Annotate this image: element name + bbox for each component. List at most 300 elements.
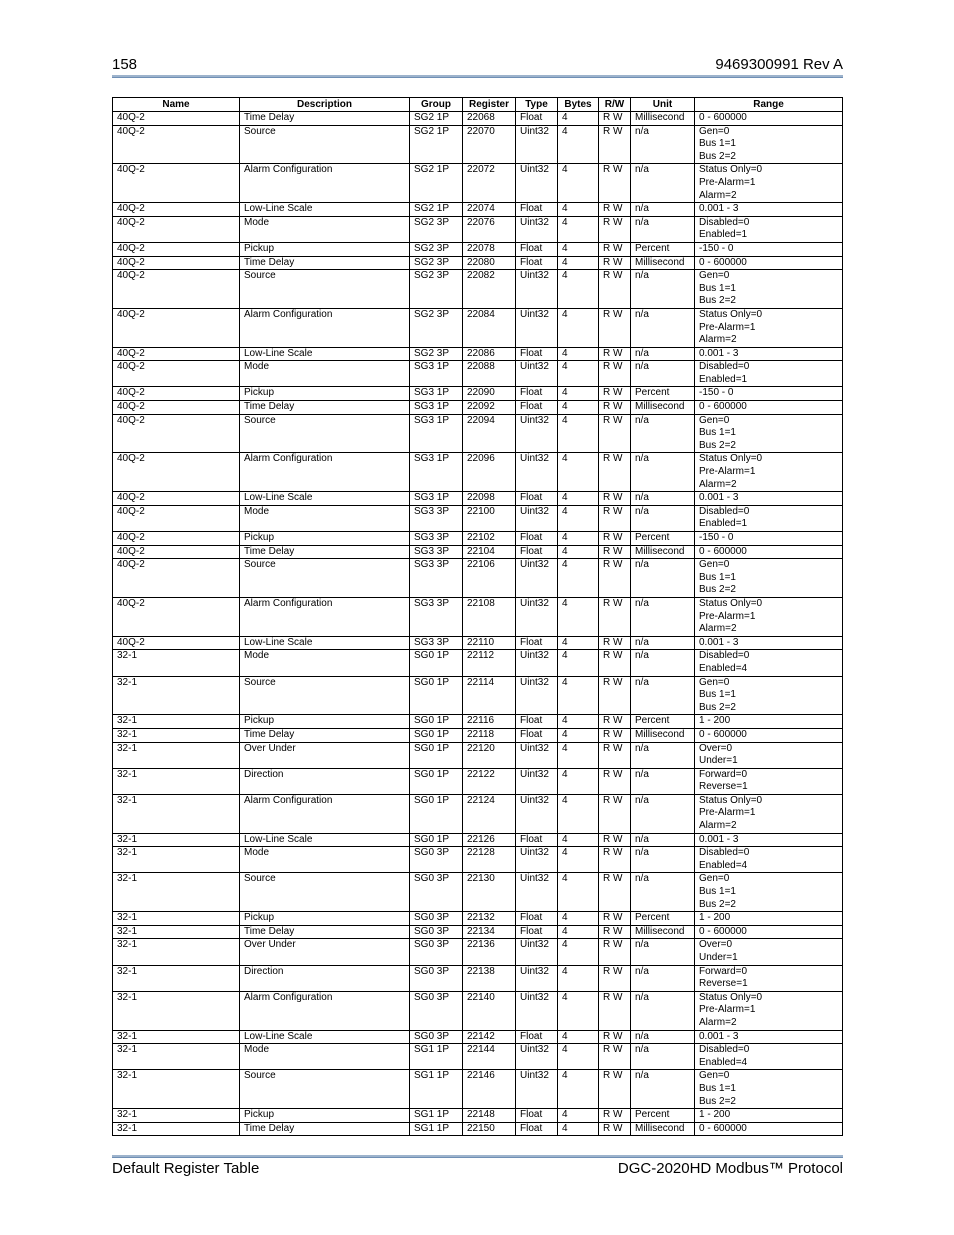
group-cell: SG3 1P [410,401,463,415]
rw-cell: R W [599,203,631,217]
rw-cell: R W [599,873,631,912]
name-cell: 32-1 [113,939,240,965]
range-line: Enabled=4 [699,662,748,674]
group-cell: SG1 1P [410,1122,463,1136]
range-line: 0 - 600000 [699,256,747,268]
range-line: Forward=0 [699,965,748,977]
register-cell: 22102 [463,532,516,546]
bytes-cell: 4 [558,414,599,453]
description-cell: Mode [240,216,410,242]
description-cell: Mode [240,847,410,873]
range-line: Disabled=0 [699,361,750,373]
table-row [113,939,843,965]
description-cell: Low-Line Scale [240,833,410,847]
description-cell: Pickup [240,532,410,546]
register-cell: 22086 [463,347,516,361]
group-cell: SG2 1P [410,125,463,164]
description-cell: Mode [240,505,410,531]
description-cell: Pickup [240,387,410,401]
rw-cell: R W [599,676,631,715]
name-cell: 40Q-2 [113,505,240,531]
description-cell: Time Delay [240,112,410,126]
description-cell: Pickup [240,1109,410,1123]
name-cell: 32-1 [113,873,240,912]
type-cell: Float [516,492,558,506]
group-cell: SG0 1P [410,676,463,715]
type-cell: Float [516,387,558,401]
group-cell: SG0 3P [410,925,463,939]
range-line: Over=0 [699,742,733,754]
name-cell: 32-1 [113,912,240,926]
table-row [113,308,843,347]
type-cell: Uint32 [516,270,558,309]
description-cell: Over Under [240,742,410,768]
description-cell: Mode [240,1044,410,1070]
table-row [113,125,843,164]
name-cell: 32-1 [113,794,240,833]
description-cell: Time Delay [240,401,410,415]
unit-cell: Percent [631,242,695,256]
type-cell: Uint32 [516,505,558,531]
description-cell: Source [240,559,410,598]
range-line: Bus 2=2 [699,295,736,307]
register-cell: 22148 [463,1109,516,1123]
range-line: Alarm=2 [699,820,737,832]
description-cell: Source [240,270,410,309]
register-table [112,97,843,1136]
bytes-cell: 4 [558,965,599,991]
register-cell: 22098 [463,492,516,506]
unit-cell: Percent [631,715,695,729]
range-cell [695,256,843,270]
group-cell: SG3 3P [410,505,463,531]
unit-cell: n/a [631,676,695,715]
name-cell: 40Q-2 [113,387,240,401]
range-cell [695,492,843,506]
group-cell: SG2 3P [410,256,463,270]
name-cell: 40Q-2 [113,492,240,506]
document-id: 9469300991 Rev A [715,56,843,73]
range-line: 0.001 - 3 [699,492,739,504]
rw-cell: R W [599,256,631,270]
type-cell: Float [516,545,558,559]
range-line: Disabled=0 [699,650,750,662]
unit-cell: n/a [631,308,695,347]
group-cell: SG2 3P [410,347,463,361]
register-cell: 22128 [463,847,516,873]
description-cell: Alarm Configuration [240,794,410,833]
range-line: Bus 1=1 [699,282,736,294]
range-line: 0.001 - 3 [699,636,739,648]
rw-cell: R W [599,965,631,991]
range-cell [695,203,843,217]
range-line: -150 - 0 [699,532,734,543]
rw-cell: R W [599,991,631,1030]
type-cell: Float [516,636,558,650]
rw-cell: R W [599,216,631,242]
table-row [113,676,843,715]
type-cell: Uint32 [516,216,558,242]
range-line: Bus 2=2 [699,150,736,162]
bytes-cell: 4 [558,164,599,203]
name-cell: 40Q-2 [113,216,240,242]
register-cell: 22096 [463,453,516,492]
name-cell: 32-1 [113,728,240,742]
range-line: Alarm=2 [699,1016,737,1028]
type-cell: Float [516,112,558,126]
rw-cell: R W [599,164,631,203]
group-cell: SG3 1P [410,361,463,387]
range-line: Enabled=1 [699,229,748,241]
rw-cell: R W [599,1109,631,1123]
name-cell: 40Q-2 [113,361,240,387]
range-cell [695,1044,843,1070]
range-line: Reverse=1 [699,978,748,990]
bytes-cell: 4 [558,715,599,729]
rw-cell: R W [599,532,631,546]
type-cell: Uint32 [516,991,558,1030]
range-line: Under=1 [699,755,738,767]
register-cell: 22116 [463,715,516,729]
table-row [113,833,843,847]
group-cell: SG0 3P [410,1030,463,1044]
name-cell: 40Q-2 [113,545,240,559]
name-cell: 40Q-2 [113,308,240,347]
group-cell: SG1 1P [410,1070,463,1109]
type-cell: Float [516,715,558,729]
name-cell: 40Q-2 [113,597,240,636]
rw-cell: R W [599,453,631,492]
name-cell: 40Q-2 [113,532,240,546]
type-cell: Float [516,256,558,270]
column-header: R/W [599,98,631,112]
range-cell [695,347,843,361]
table-row [113,559,843,598]
type-cell: Float [516,347,558,361]
unit-cell: n/a [631,414,695,453]
column-header: Unit [631,98,695,112]
description-cell: Mode [240,361,410,387]
rw-cell: R W [599,545,631,559]
type-cell: Uint32 [516,308,558,347]
unit-cell: n/a [631,1044,695,1070]
name-cell: 40Q-2 [113,414,240,453]
unit-cell: Millisecond [631,256,695,270]
range-line: Pre-Alarm=1 [699,1004,756,1016]
register-cell: 22072 [463,164,516,203]
description-cell: Pickup [240,715,410,729]
rw-cell: R W [599,650,631,676]
name-cell: 32-1 [113,1070,240,1109]
bytes-cell: 4 [558,1122,599,1136]
table-row [113,1109,843,1123]
name-cell: 32-1 [113,1044,240,1070]
range-line: Bus 1=1 [699,689,736,701]
group-cell: SG0 3P [410,912,463,926]
table-row [113,545,843,559]
group-cell: SG3 3P [410,636,463,650]
rw-cell: R W [599,742,631,768]
table-row [113,650,843,676]
range-line: Alarm=2 [699,623,737,635]
bytes-cell: 4 [558,991,599,1030]
bytes-cell: 4 [558,597,599,636]
bytes-cell: 4 [558,347,599,361]
range-line: Bus 1=1 [699,138,736,150]
name-cell: 32-1 [113,991,240,1030]
type-cell: Float [516,925,558,939]
range-cell [695,939,843,965]
range-line: 0 - 600000 [699,401,747,413]
range-line: Enabled=1 [699,518,748,530]
range-line: Bus 1=1 [699,571,736,583]
range-line: Disabled=0 [699,505,750,517]
table-row [113,1030,843,1044]
range-line: Alarm=2 [699,334,737,346]
table-row [113,361,843,387]
unit-cell: Millisecond [631,545,695,559]
name-cell: 32-1 [113,1109,240,1123]
description-cell: Pickup [240,242,410,256]
register-cell: 22122 [463,768,516,794]
bytes-cell: 4 [558,873,599,912]
column-header: Range [695,98,843,112]
range-cell [695,636,843,650]
table-row [113,270,843,309]
description-cell: Time Delay [240,545,410,559]
unit-cell: Millisecond [631,728,695,742]
range-line: Reverse=1 [699,781,748,793]
unit-cell: Percent [631,387,695,401]
unit-cell: Percent [631,912,695,926]
unit-cell: n/a [631,347,695,361]
register-cell: 22104 [463,545,516,559]
unit-cell: n/a [631,650,695,676]
unit-cell: Percent [631,532,695,546]
type-cell: Uint32 [516,873,558,912]
rw-cell: R W [599,847,631,873]
range-line: 0 - 600000 [699,545,747,557]
bytes-cell: 4 [558,492,599,506]
range-line: Under=1 [699,952,738,963]
register-cell: 22120 [463,742,516,768]
column-header: Register [463,98,516,112]
description-cell: Pickup [240,912,410,926]
bytes-cell: 4 [558,1030,599,1044]
name-cell: 40Q-2 [113,636,240,650]
table-header-row [113,98,843,112]
type-cell: Float [516,401,558,415]
group-cell: SG0 3P [410,873,463,912]
rw-cell: R W [599,559,631,598]
range-line: Pre-Alarm=1 [699,321,756,333]
rw-cell: R W [599,492,631,506]
range-line: Status Only=0 [699,164,763,176]
range-line: -150 - 0 [699,242,734,254]
range-line: Pre-Alarm=1 [699,466,756,478]
range-cell [695,1109,843,1123]
unit-cell: n/a [631,873,695,912]
register-cell: 22140 [463,991,516,1030]
description-cell: Source [240,1070,410,1109]
description-cell: Over Under [240,939,410,965]
bytes-cell: 4 [558,742,599,768]
type-cell: Float [516,833,558,847]
description-cell: Direction [240,965,410,991]
rw-cell: R W [599,912,631,926]
register-cell: 22124 [463,794,516,833]
range-cell [695,912,843,926]
range-cell [695,847,843,873]
rw-cell: R W [599,833,631,847]
name-cell: 32-1 [113,742,240,768]
bytes-cell: 4 [558,833,599,847]
unit-cell: n/a [631,492,695,506]
range-cell [695,676,843,715]
register-cell: 22074 [463,203,516,217]
table-row [113,991,843,1030]
rw-cell: R W [599,925,631,939]
group-cell: SG0 1P [410,742,463,768]
table-row [113,164,843,203]
register-cell: 22142 [463,1030,516,1044]
table-body [113,112,843,1136]
range-line: Gen=0 [699,676,730,688]
range-cell [695,164,843,203]
range-cell [695,125,843,164]
rw-cell: R W [599,308,631,347]
table-row [113,256,843,270]
rw-cell: R W [599,242,631,256]
unit-cell: Millisecond [631,112,695,126]
page-footer [112,1160,843,1182]
range-line: Status Only=0 [699,794,763,806]
table-row [113,1070,843,1109]
register-cell: 22150 [463,1122,516,1136]
range-line: Bus 2=2 [699,584,736,596]
range-line: Status Only=0 [699,453,763,465]
register-cell: 22146 [463,1070,516,1109]
unit-cell: n/a [631,965,695,991]
unit-cell: n/a [631,270,695,309]
description-cell: Source [240,676,410,715]
range-line: Alarm=2 [699,478,737,490]
range-line: 1 - 200 [699,1109,731,1121]
range-line: Bus 1=1 [699,427,736,439]
name-cell: 40Q-2 [113,242,240,256]
name-cell: 40Q-2 [113,347,240,361]
table-row [113,728,843,742]
range-line: Status Only=0 [699,308,763,320]
unit-cell: n/a [631,991,695,1030]
bytes-cell: 4 [558,125,599,164]
type-cell: Float [516,728,558,742]
range-line: 0 - 600000 [699,925,747,937]
bytes-cell: 4 [558,203,599,217]
unit-cell: Percent [631,1109,695,1123]
header-rule [112,75,843,78]
range-line: Status Only=0 [699,597,763,609]
range-line: Gen=0 [699,270,730,282]
rw-cell: R W [599,347,631,361]
bytes-cell: 4 [558,387,599,401]
range-line: Pre-Alarm=1 [699,176,756,188]
register-cell: 22090 [463,387,516,401]
range-line: 0.001 - 3 [699,833,739,845]
range-line: Bus 1=1 [699,1082,736,1094]
register-cell: 22136 [463,939,516,965]
range-cell [695,991,843,1030]
description-cell: Low-Line Scale [240,492,410,506]
group-cell: SG2 3P [410,216,463,242]
rw-cell: R W [599,112,631,126]
column-header: Name [113,98,240,112]
table-row [113,965,843,991]
unit-cell: n/a [631,453,695,492]
group-cell: SG3 3P [410,597,463,636]
group-cell: SG0 1P [410,768,463,794]
description-cell: Alarm Configuration [240,991,410,1030]
rw-cell: R W [599,1044,631,1070]
range-line: Disabled=0 [699,1044,750,1056]
table-row [113,414,843,453]
table-row [113,597,843,636]
type-cell: Uint32 [516,559,558,598]
table-row [113,768,843,794]
column-header: Group [410,98,463,112]
table-row [113,873,843,912]
name-cell: 32-1 [113,965,240,991]
range-cell [695,1070,843,1109]
bytes-cell: 4 [558,256,599,270]
type-cell: Uint32 [516,597,558,636]
bytes-cell: 4 [558,361,599,387]
unit-cell: n/a [631,636,695,650]
group-cell: SG0 1P [410,728,463,742]
type-cell: Uint32 [516,453,558,492]
type-cell: Float [516,1109,558,1123]
register-cell: 22068 [463,112,516,126]
bytes-cell: 4 [558,1070,599,1109]
range-line: Bus 2=2 [699,701,736,713]
table-row [113,742,843,768]
bytes-cell: 4 [558,545,599,559]
range-cell [695,728,843,742]
register-cell: 22078 [463,242,516,256]
table-row [113,912,843,926]
unit-cell: n/a [631,768,695,794]
footer-section-title: Default Register Table [112,1160,260,1177]
range-line: 0.001 - 3 [699,203,739,215]
group-cell: SG0 1P [410,833,463,847]
unit-cell: Millisecond [631,1122,695,1136]
description-cell: Alarm Configuration [240,597,410,636]
type-cell: Uint32 [516,1070,558,1109]
bytes-cell: 4 [558,1109,599,1123]
group-cell: SG2 3P [410,270,463,309]
page-number: 158 [112,56,138,73]
range-line: Alarm=2 [699,189,737,201]
table-row [113,492,843,506]
bytes-cell: 4 [558,650,599,676]
group-cell: SG0 3P [410,991,463,1030]
type-cell: Float [516,1030,558,1044]
footer-document-title: DGC-2020HD Modbus™ Protocol [617,1160,843,1177]
table-row [113,847,843,873]
register-cell: 22088 [463,361,516,387]
table-row [113,505,843,531]
group-cell: SG2 1P [410,164,463,203]
